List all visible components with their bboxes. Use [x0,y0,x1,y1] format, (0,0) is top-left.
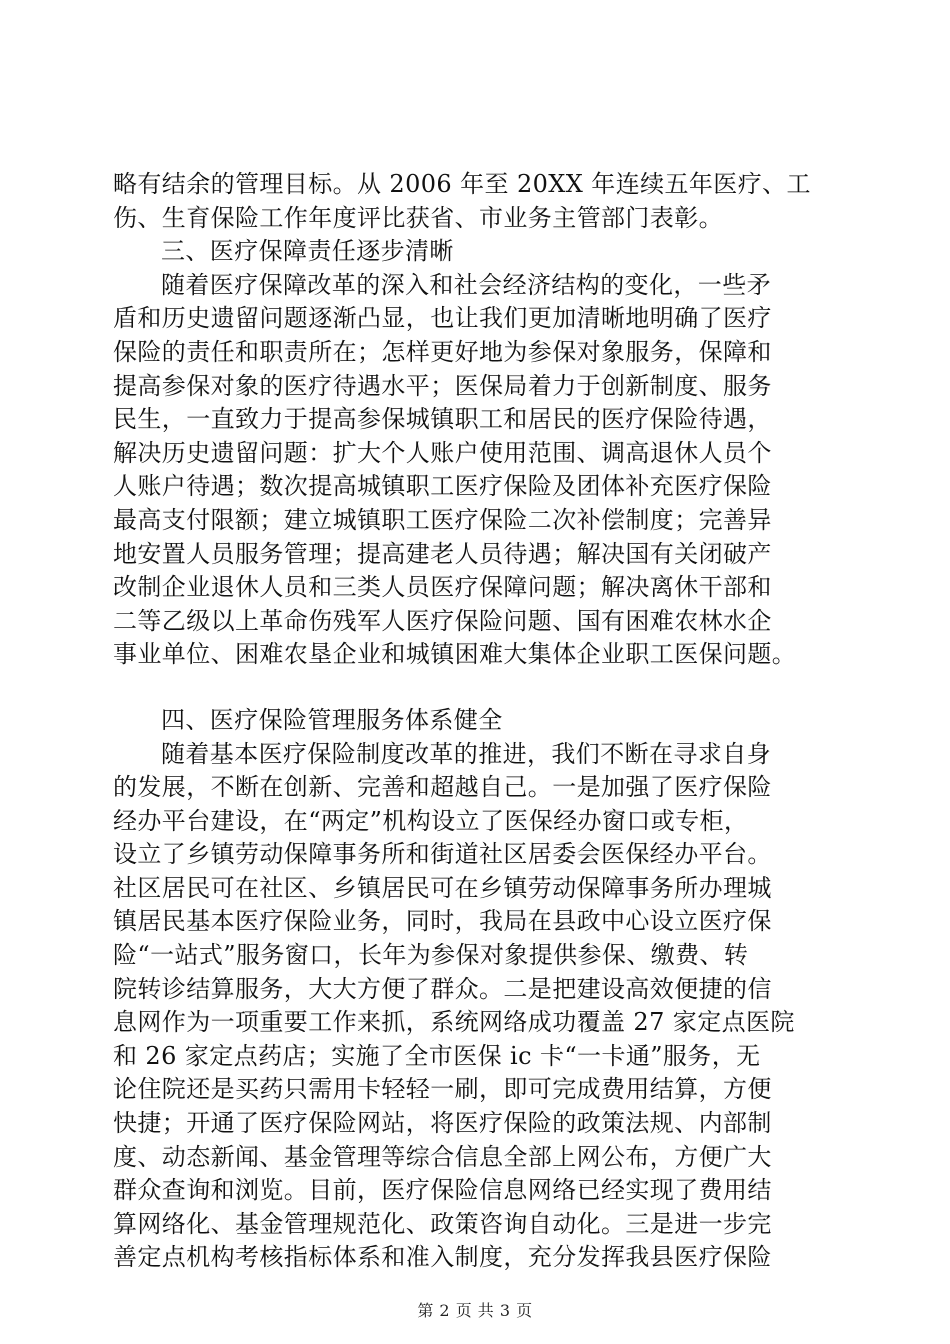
paragraph-continuation [113,168,853,235]
document-body [113,168,853,1275]
section-heading-3: 三、医疗保障责任逐步清晰 [161,237,454,266]
text-line: 最高支付限额；建立城镇职工医疗保险二次补偿制度；完善异 [113,505,772,534]
text-line: 镇居民基本医疗保险业务，同时，我局在县政中心设立医疗保 [113,907,772,936]
text-line: 解决历史遗留问题：扩大个人账户使用范围、调高退休人员个 [113,438,772,467]
section-heading-4: 四、医疗保险管理服务体系健全 [161,705,503,734]
text-line: 论住院还是买药只需用卡轻轻一刷，即可完成费用结算，方便 [113,1075,772,1104]
text-line: 随着医疗保障改革的深入和社会经济结构的变化，一些矛 [161,270,771,299]
text-line: 经办平台建设，在“两定”机构设立了医保经办窗口或专柜， [113,806,749,835]
page-number-footer: 第 2 页 共 3 页 [417,1301,533,1320]
text-line: 提高参保对象的医疗待遇水平；医保局着力于创新制度、服务 [113,371,772,400]
text-line: 保险的责任和职责所在；怎样更好地为参保对象服务，保障和 [113,337,772,366]
text-line: 改制企业退休人员和三类人员医疗保障问题；解决离休干部和 [113,573,772,602]
text-line: 息网作为一项重要工作来抓，系统网络成功覆盖 27 家定点医院 [113,1008,795,1037]
text-line: 人账户待遇；数次提高城镇职工医疗保险及团体补充医疗保险 [113,472,772,501]
text-line: 险“一站式”服务窗口，长年为参保对象提供参保、缴费、转 [113,941,749,970]
text-line: 和 26 家定点药店；实施了全市医保 ic 卡“一卡通”服务，无 [113,1041,761,1070]
text-line: 群众查询和浏览。目前，医疗保险信息网络已经实现了费用结 [113,1176,772,1205]
paragraph-gap [113,672,853,704]
text-line: 院转诊结算服务，大大方便了群众。二是把建设高效便捷的信 [113,974,772,1003]
text-line: 快捷；开通了医疗保险网站，将医疗保险的政策法规、内部制 [113,1109,772,1138]
paragraph-section-4 [113,738,853,1276]
text-line: 社区居民可在社区、乡镇居民可在乡镇劳动保障事务所办理城 [113,873,772,902]
text-line: 略有结余的管理目标。从 2006 年至 20XX 年连续五年医疗、工 [113,170,811,198]
text-line: 二等乙级以上革命伤残军人医疗保险问题、国有困难农林水企 [113,606,772,635]
text-line: 善定点机构考核指标体系和准入制度，充分发挥我县医疗保险 [113,1243,772,1272]
text-line: 的发展，不断在创新、完善和超越自己。一是加强了医疗保险 [113,773,772,802]
text-line: 随着基本医疗保险制度改革的推进，我们不断在寻求自身 [161,739,771,768]
text-line: 事业单位、困难农垦企业和城镇困难大集体企业职工医保问题。 [113,640,797,669]
text-line: 地安置人员服务管理；提高建老人员待遇；解决国有关闭破产 [113,539,772,568]
text-line: 伤、生育保险工作年度评比获省、市业务主管部门表彰。 [113,203,723,232]
text-line: 民生，一直致力于提高参保城镇职工和居民的医疗保险待遇， [113,405,772,434]
text-line: 度、动态新闻、基金管理等综合信息全部上网公布，方便广大 [113,1142,772,1171]
text-line: 设立了乡镇劳动保障事务所和街道社区居委会医保经办平台。 [113,840,772,869]
text-line: 算网络化、基金管理规范化、政策咨询自动化。三是进一步完 [113,1209,772,1238]
paragraph-section-3 [113,269,853,672]
text-line: 盾和历史遗留问题逐渐凸显，也让我们更加清晰地明确了医疗 [113,304,772,333]
